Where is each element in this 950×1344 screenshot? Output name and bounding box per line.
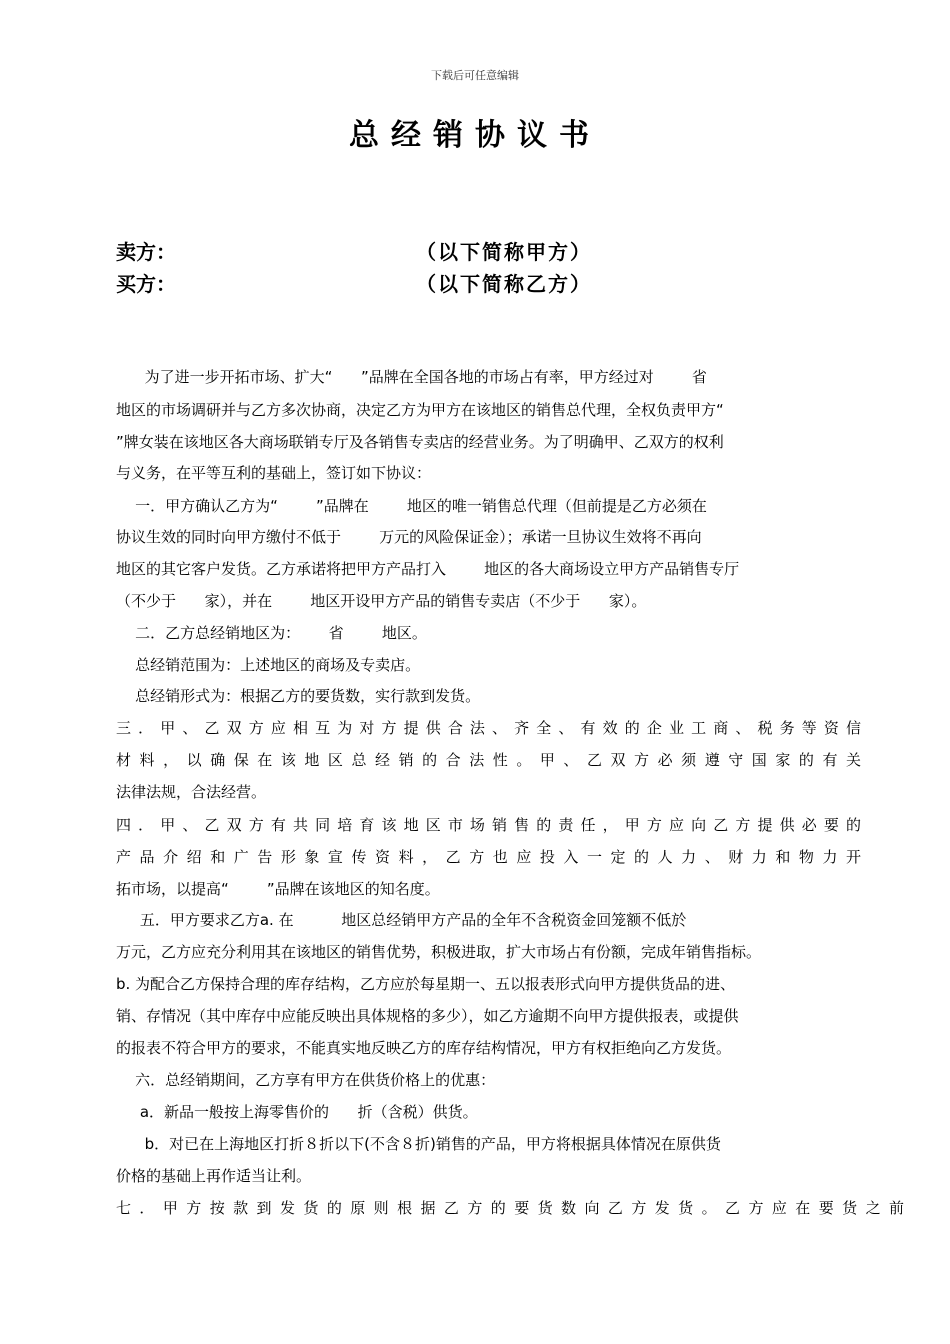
- body-line: a．新品一般按上海零售价的 折（含税）供货。: [116, 1103, 478, 1121]
- body-line: 与义务，在平等互利的基础上，签订如下协议：: [116, 464, 432, 482]
- body-line: 地区的市场调研并与乙方多次协商，决定乙方为甲方在该地区的销售总代理，全权负责甲方“: [116, 401, 724, 419]
- seller-line: [116, 236, 592, 265]
- document-title: 总经销协议书: [349, 118, 601, 153]
- body-line: 总经销范围为：上述地区的商场及专卖店。: [116, 656, 421, 674]
- body-line: 二．乙方总经销地区为： 省 地区。: [116, 624, 427, 642]
- body-line: 六．总经销期间，乙方享有甲方在供货价格上的优惠：: [116, 1071, 496, 1089]
- body-line: 总经销形式为：根据乙方的要货数，实行款到发货。: [116, 687, 481, 705]
- body-line: 材料，以确保在该地区总经销的合法性。甲、乙双方必须遵守国家的有关: [116, 751, 861, 769]
- body-line: 为了进一步开拓市场、扩大“ ”品牌在全国各地的市场占有率，甲方经过对 省: [116, 368, 707, 386]
- body-line: 法律法规，合法经营。: [116, 783, 267, 801]
- body-line: 的报表不符合甲方的要求，不能真实地反映乙方的库存结构情况，甲方有权拒绝向乙方发货。: [116, 1039, 732, 1057]
- watermark-text: 下载后可任意编辑: [431, 69, 519, 82]
- body-line: 七．甲方按款到发货的原则根据乙方的要货数向乙方发货。乙方应在要货之前: [116, 1199, 904, 1217]
- buyer-line: [116, 268, 592, 297]
- body-line: ”牌女装在该地区各大商场联销专厅及各销售专卖店的经营业务。为了明确甲、乙双方的权利: [116, 433, 724, 451]
- body-line: 万元，乙方应充分利用其在该地区的销售优势，积极进取，扩大市场占有份额，完成年销售指标。: [116, 943, 762, 961]
- body-line: 一．甲方确认乙方为“ ”品牌在 地区的唯一销售总代理（但前提是乙方必须在: [116, 497, 707, 515]
- body-line: 销、存情况（其中库存中应能反映出具体规格的多少），如乙方逾期不向甲方提供报表，或提供: [116, 1007, 739, 1025]
- body-line: 地区的其它客户发货。乙方承诺将把甲方产品打入 地区的各大商场设立甲方产品销售专厅: [116, 560, 740, 578]
- body-line: 三．甲、乙双方应相互为对方提供合法、齐全、有效的企业工商、税务等资信: [116, 719, 861, 737]
- body-line: 拓市场，以提高“ ”品牌在该地区的知名度。: [116, 880, 440, 898]
- body-line: b．对已在上海地区打折８折以下(不含８折)销售的产品，甲方将根据具体情况在原供货: [116, 1135, 721, 1153]
- body-line: 四．甲、乙双方有共同培育该地区市场销售的责任，甲方应向乙方提供必要的: [116, 816, 861, 834]
- body-line: 协议生效的同时向甲方缴付不低于 万元的风险保证金）；承诺一旦协议生效将不再向: [116, 528, 702, 546]
- buyer-label: 买方：: [116, 272, 176, 296]
- seller-abbreviation: （以下简称甲方）: [416, 240, 592, 264]
- seller-label: 卖方：: [116, 240, 176, 264]
- body-line: b. 为配合乙方保持合理的库存结构，乙方应於每星期一、五以报表形式向甲方提供货品的进、: [116, 975, 736, 993]
- body-line: 价格的基础上再作适当让利。: [116, 1167, 312, 1185]
- body-line: 五．甲方要求乙方a. 在 地区总经销甲方产品的全年不含税资金回笼额不低於: [116, 911, 687, 929]
- buyer-abbreviation: （以下简称乙方）: [416, 272, 592, 296]
- body-line: （不少于 家），并在 地区开设甲方产品的销售专卖店（不少于 家）。: [116, 592, 647, 610]
- body-line: 产品介绍和广告形象宣传资料，乙方也应投入一定的人力、财力和物力开: [116, 848, 861, 866]
